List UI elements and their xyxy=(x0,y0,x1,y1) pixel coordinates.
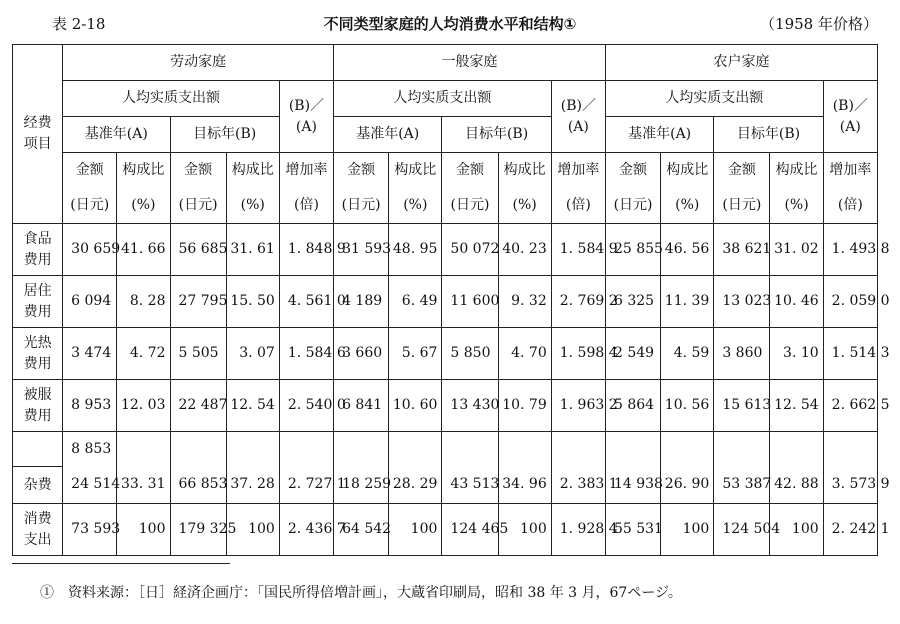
growth-header: 增加率 xyxy=(551,153,605,189)
share-unit: (%) xyxy=(770,188,823,224)
growth-cell: 2. 383 1 xyxy=(551,467,605,504)
table-row xyxy=(13,380,878,432)
year-header-row xyxy=(13,117,878,153)
amount-cell: 5 850 xyxy=(442,328,498,380)
amount-cell: 24 514 xyxy=(63,467,117,504)
subgroup-header-row xyxy=(13,81,878,117)
share-cell: 4. 59 xyxy=(661,328,714,380)
share-cell: 48. 95 xyxy=(389,224,442,276)
spend-header: 人均实质支出额 xyxy=(334,81,552,117)
amount-unit: (日元) xyxy=(334,188,389,224)
base-year-header: 基准年(A) xyxy=(605,117,713,153)
ratio-line1: (B)／ xyxy=(832,97,868,114)
amount-header: 金额 xyxy=(63,153,117,189)
empty-cell xyxy=(389,432,442,467)
table-body xyxy=(13,224,890,556)
share-cell: 6. 49 xyxy=(389,276,442,328)
ratio-line1: (B)／ xyxy=(288,97,325,114)
share-cell: 34. 96 xyxy=(498,467,551,504)
amount-cell: 124 504 xyxy=(714,504,770,556)
base-year-header: 基准年(A) xyxy=(63,117,170,153)
consumption-table xyxy=(12,44,890,556)
amount-cell: 3 660 xyxy=(334,328,389,380)
row-label xyxy=(13,224,63,276)
row-label xyxy=(13,328,63,380)
row-label: 杂费 xyxy=(13,467,63,504)
unit-header-row-2 xyxy=(13,188,878,224)
growth-cell: 1. 928 4 xyxy=(551,504,605,556)
amount-header: 金额 xyxy=(605,153,660,189)
row-header-line1: 经费 xyxy=(23,115,52,131)
empty-cell xyxy=(334,432,389,467)
amount-cell: 31 593 xyxy=(334,224,389,276)
amount-cell: 13 430 xyxy=(442,380,498,432)
share-cell: 3. 10 xyxy=(770,328,823,380)
share-header: 构成比 xyxy=(770,153,823,189)
share-cell: 26. 90 xyxy=(661,467,714,504)
empty-cell xyxy=(279,432,333,467)
footnote: ① 资料来源：［日］経済企画庁：「国民所得倍増計画」，大蔵省印刷局，昭和 38 年 3 月，67ページ。 xyxy=(40,585,682,601)
ratio-header xyxy=(279,81,333,153)
share-cell: 10. 60 xyxy=(389,380,442,432)
amount-unit: (日元) xyxy=(605,188,660,224)
amount-cell: 27 795 xyxy=(170,276,226,328)
growth-unit: (倍) xyxy=(551,188,605,224)
share-unit: (%) xyxy=(226,188,279,224)
empty-cell xyxy=(117,432,170,467)
share-cell: 100 xyxy=(226,504,279,556)
share-cell: 10. 46 xyxy=(770,276,823,328)
amount-cell: 6 841 xyxy=(334,380,389,432)
share-header: 构成比 xyxy=(661,153,714,189)
amount-cell: 66 853 xyxy=(170,467,226,504)
growth-cell: 1. 514 3 xyxy=(823,328,877,380)
share-unit: (%) xyxy=(117,188,170,224)
empty-cell xyxy=(442,432,498,467)
share-unit: (%) xyxy=(389,188,442,224)
empty-cell xyxy=(170,432,226,467)
amount-unit: (日元) xyxy=(63,188,117,224)
footnote-rule xyxy=(12,563,230,564)
group-header: 劳动家庭 xyxy=(63,45,334,81)
amount-cell: 15 613 xyxy=(714,380,770,432)
share-cell: 12. 54 xyxy=(226,380,279,432)
share-cell: 100 xyxy=(661,504,714,556)
share-cell: 37. 28 xyxy=(226,467,279,504)
row-label xyxy=(13,380,63,432)
amount-header: 金额 xyxy=(334,153,389,189)
total-row xyxy=(13,504,878,556)
row-header-cell xyxy=(13,45,63,224)
growth-cell: 2. 059 0 xyxy=(823,276,877,328)
empty-cell xyxy=(770,432,823,467)
amount-cell: 38 621 xyxy=(714,224,770,276)
amount-cell: 2 549 xyxy=(605,328,660,380)
amount-cell: 25 855 xyxy=(605,224,660,276)
growth-cell: 2. 727 1 xyxy=(279,467,333,504)
row-label xyxy=(13,432,63,467)
growth-cell: 3. 573 9 xyxy=(823,467,877,504)
share-cell: 100 xyxy=(117,504,170,556)
amount-cell: 73 593 xyxy=(63,504,117,556)
share-cell: 10. 79 xyxy=(498,380,551,432)
group-header: 农户家庭 xyxy=(605,45,877,81)
base-year-header: 基准年(A) xyxy=(334,117,442,153)
growth-cell: 1. 963 2 xyxy=(551,380,605,432)
row-label-line2: 费用 xyxy=(23,407,52,424)
empty-cell xyxy=(661,432,714,467)
ratio-header xyxy=(551,81,605,153)
growth-cell: 2. 540 0 xyxy=(279,380,333,432)
row-label-line1: 食品 xyxy=(23,230,52,247)
share-header: 构成比 xyxy=(498,153,551,189)
share-cell: 9. 32 xyxy=(498,276,551,328)
share-cell: 100 xyxy=(498,504,551,556)
growth-cell: 1. 584 6 xyxy=(279,328,333,380)
row-label-line1: 居住 xyxy=(23,282,52,299)
empty-cell xyxy=(823,432,877,467)
growth-cell: 1. 493 8 xyxy=(823,224,877,276)
row-label xyxy=(13,276,63,328)
amount-cell: 56 685 xyxy=(170,224,226,276)
amount-unit: (日元) xyxy=(442,188,498,224)
amount-cell: 50 072 xyxy=(442,224,498,276)
table-row xyxy=(13,467,878,504)
share-header: 构成比 xyxy=(389,153,442,189)
amount-header: 金额 xyxy=(442,153,498,189)
growth-cell: 2. 436 7 xyxy=(279,504,333,556)
group-header-row xyxy=(13,45,878,81)
table-row xyxy=(13,224,878,276)
amount-cell: 53 387 xyxy=(714,467,770,504)
amount-cell: 11 600 xyxy=(442,276,498,328)
ratio-line1: (B)／ xyxy=(560,97,596,114)
amount-cell: 5 864 xyxy=(605,380,660,432)
amount-cell: 64 542 xyxy=(334,504,389,556)
row-label-line2: 支出 xyxy=(23,531,52,548)
row-label-line1: 被服 xyxy=(23,386,52,403)
ratio-line2: (A) xyxy=(567,118,589,135)
growth-cell: 1. 598 4 xyxy=(551,328,605,380)
amount-cell: 13 023 xyxy=(714,276,770,328)
extra-row xyxy=(13,432,878,467)
amount-cell: 30 659 xyxy=(63,224,117,276)
table-row xyxy=(13,328,878,380)
share-cell: 5. 67 xyxy=(389,328,442,380)
row-label-line2: 费用 xyxy=(23,251,52,268)
target-year-header: 目标年(B) xyxy=(442,117,551,153)
share-header: 构成比 xyxy=(226,153,279,189)
target-year-header: 目标年(B) xyxy=(714,117,823,153)
growth-unit: (倍) xyxy=(279,188,333,224)
ratio-header xyxy=(823,81,877,153)
row-label xyxy=(13,504,63,556)
amount-cell: 4 189 xyxy=(334,276,389,328)
empty-cell xyxy=(714,432,770,467)
share-cell: 15. 50 xyxy=(226,276,279,328)
share-cell: 41. 66 xyxy=(117,224,170,276)
amount-cell: 8 953 xyxy=(63,380,117,432)
table-number: 表 2-18 xyxy=(52,15,106,33)
share-cell: 11. 39 xyxy=(661,276,714,328)
growth-unit: (倍) xyxy=(823,188,877,224)
amount-unit: (日元) xyxy=(170,188,226,224)
empty-cell xyxy=(226,432,279,467)
growth-cell: 2. 769 2 xyxy=(551,276,605,328)
share-unit: (%) xyxy=(498,188,551,224)
spend-header: 人均实质支出额 xyxy=(63,81,280,117)
share-cell: 10. 56 xyxy=(661,380,714,432)
share-cell: 4. 72 xyxy=(117,328,170,380)
share-cell: 8. 28 xyxy=(117,276,170,328)
share-header: 构成比 xyxy=(117,153,170,189)
amount-cell: 43 513 xyxy=(442,467,498,504)
ratio-line2: (A) xyxy=(839,118,861,135)
amount-cell: 124 465 xyxy=(442,504,498,556)
amount-cell: 55 531 xyxy=(605,504,660,556)
growth-cell: 4. 561 0 xyxy=(279,276,333,328)
target-year-header: 目标年(B) xyxy=(170,117,279,153)
growth-cell: 1. 584 9 xyxy=(551,224,605,276)
amount-cell: 8 853 xyxy=(63,432,117,467)
share-cell: 46. 56 xyxy=(661,224,714,276)
empty-cell xyxy=(498,432,551,467)
amount-cell: 6 325 xyxy=(605,276,660,328)
share-cell: 12. 54 xyxy=(770,380,823,432)
share-unit: (%) xyxy=(661,188,714,224)
spend-header: 人均实质支出额 xyxy=(605,81,823,117)
share-cell: 42. 88 xyxy=(770,467,823,504)
table-row xyxy=(13,276,878,328)
share-cell: 40. 23 xyxy=(498,224,551,276)
share-cell: 4. 70 xyxy=(498,328,551,380)
amount-cell: 18 259 xyxy=(334,467,389,504)
amount-cell: 3 860 xyxy=(714,328,770,380)
amount-cell: 14 938 xyxy=(605,467,660,504)
share-cell: 33. 31 xyxy=(117,467,170,504)
price-basis-note: （1958 年价格） xyxy=(760,15,878,33)
share-cell: 31. 02 xyxy=(770,224,823,276)
amount-cell: 179 325 xyxy=(170,504,226,556)
growth-header: 增加率 xyxy=(823,153,877,189)
row-header-line2: 项目 xyxy=(23,136,52,152)
amount-cell: 22 487 xyxy=(170,380,226,432)
share-cell: 100 xyxy=(389,504,442,556)
amount-unit: (日元) xyxy=(714,188,770,224)
unit-header-row-1 xyxy=(13,153,878,189)
share-cell: 100 xyxy=(770,504,823,556)
row-label-line2: 费用 xyxy=(23,355,52,372)
ratio-line2: (A) xyxy=(295,118,317,135)
share-cell: 31. 61 xyxy=(226,224,279,276)
amount-cell: 3 474 xyxy=(63,328,117,380)
amount-cell: 5 505 xyxy=(170,328,226,380)
empty-cell xyxy=(605,432,660,467)
amount-header: 金额 xyxy=(714,153,770,189)
growth-cell: 2. 662 5 xyxy=(823,380,877,432)
table-title: 不同类型家庭的人均消费水平和结构① xyxy=(323,15,577,33)
group-header: 一般家庭 xyxy=(334,45,606,81)
row-label-line2: 费用 xyxy=(23,303,52,320)
row-label-line1: 消费 xyxy=(23,510,52,527)
row-label-line1: 光热 xyxy=(23,334,52,351)
empty-cell xyxy=(551,432,605,467)
share-cell: 12. 03 xyxy=(117,380,170,432)
growth-cell: 2. 242 1 xyxy=(823,504,877,556)
share-cell: 3. 07 xyxy=(226,328,279,380)
amount-cell: 6 094 xyxy=(63,276,117,328)
growth-cell: 1. 848 9 xyxy=(279,224,333,276)
amount-header: 金额 xyxy=(170,153,226,189)
growth-header: 增加率 xyxy=(279,153,333,189)
share-cell: 28. 29 xyxy=(389,467,442,504)
